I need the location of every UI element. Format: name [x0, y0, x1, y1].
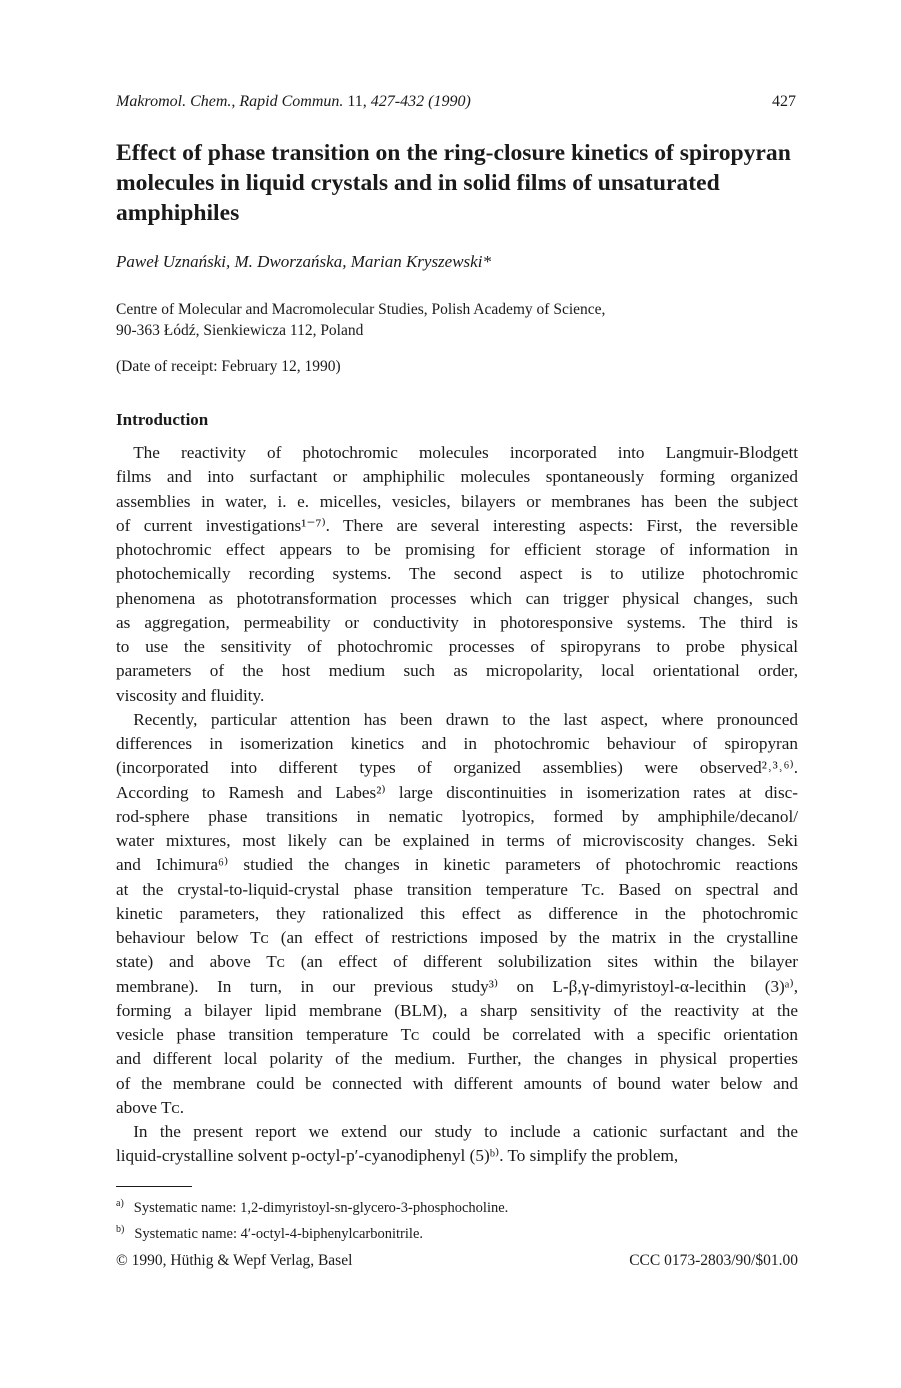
- affiliation-line: Centre of Molecular and Macromolecular Studies, Polish Academy of Science,: [116, 301, 606, 318]
- journal-citation: Makromol. Chem., Rapid Commun. 11, 427-432 (1990): [116, 93, 471, 110]
- affiliation-line: 90-363 Łódź, Sienkiewicza 112, Poland: [116, 322, 364, 339]
- body-line: as aggregation, permeability or conductivity in photoresponsive systems. The third is: [116, 612, 798, 632]
- footnote: [116, 1193, 508, 1219]
- body-line: assemblies in water, i. e. micelles, vesicles, bilayers or membranes has been the subject: [116, 491, 798, 511]
- paper-title: Effect of phase transition on the ring-closure kinetics of spiropyran molecules in liquid crystals and in solid films of unsaturated amphiphiles: [116, 140, 791, 226]
- body-line: photochemically recording systems. The second aspect is to utilize photochromic: [116, 564, 798, 584]
- copyright-notice: © 1990, Hüthig & Wepf Verlag, Basel: [116, 1252, 353, 1269]
- body-line: above Tᴄ.: [116, 1097, 185, 1117]
- body-line: water mixtures, most likely can be explained in terms of microviscosity changes. Seki: [116, 831, 798, 850]
- body-line: and different local polarity of the medium. Further, the changes in physical properties: [116, 1049, 798, 1069]
- body-line: differences in isomerization kinetics and in photochromic behaviour of spiropyran: [116, 734, 798, 753]
- body-line: liquid-crystalline solvent p-octyl-p′-cyanodiphenyl (5)ᵇ⁾. To simplify the problem,: [116, 1146, 679, 1166]
- affiliation: [116, 299, 605, 341]
- body-line: membrane). In turn, in our previous study³⁾ on L-β,γ-dimyristoyl-α-lecithin (3)ᵃ⁾,: [116, 976, 798, 996]
- body-line: phenomena as phototransformation processes which can trigger physical changes, such: [116, 588, 798, 608]
- footnotes: [116, 1193, 508, 1245]
- page-number: 427: [772, 93, 796, 110]
- body-line: rod-sphere phase transitions in nematic lyotropics, formed by amphiphile/decanol/: [116, 806, 798, 826]
- body-line: viscosity and fluidity.: [116, 685, 265, 705]
- section-heading: Introduction: [116, 410, 209, 429]
- body-line: of the membrane could be connected with different amounts of bound water below and: [116, 1073, 798, 1093]
- body-line: vesicle phase transition temperature Tᴄ could be correlated with a specific orientation: [116, 1025, 798, 1044]
- body-line: (incorporated into different types of organized assemblies) were observed²˒³˒⁶⁾.: [116, 758, 798, 778]
- body-line: and Ichimura⁶⁾ studied the changes in kinetic parameters of photochromic reactions: [116, 855, 798, 875]
- body-line: films and into surfactant or amphiphilic molecules spontaneously forming organized: [116, 467, 798, 487]
- footnote-rule: [116, 1186, 192, 1187]
- footnote-text: Systematic name: 1,2-dimyristoyl-sn-glycero-3-phosphocholine.: [133, 1199, 509, 1216]
- page-footer: [116, 1252, 798, 1274]
- body-line: According to Ramesh and Labes²⁾ large discontinuities in isomerization rates at disc-: [116, 782, 798, 802]
- body-line: forming a bilayer lipid membrane (BLM), a sharp sensitivity of the reactivity at the: [116, 1000, 798, 1020]
- body-line: Recently, particular attention has been drawn to the last aspect, where pronounced: [116, 709, 798, 729]
- body-line: kinetic parameters, they rationalized this effect as difference in the photochromic: [116, 903, 798, 923]
- footnote-text: Systematic name: 4′-octyl-4-biphenylcarbonitrile.: [134, 1225, 423, 1242]
- body-line: The reactivity of photochromic molecules incorporated into Langmuir-Blodgett: [116, 443, 798, 462]
- body-line: In the present report we extend our study to include a cationic surfactant and the: [116, 1122, 798, 1141]
- running-header: [116, 93, 796, 115]
- body-line: of current investigations¹⁻⁷⁾. There are several interesting aspects: First, the reversible: [116, 515, 798, 535]
- body-line: at the crystal-to-liquid-crystal phase transition temperature Tᴄ. Based on spectral and: [116, 879, 798, 899]
- body-line: behaviour below Tᴄ (an effect of restrictions imposed by the matrix in the crystalline: [116, 928, 798, 947]
- body-line: parameters of the host medium such as micropolarity, local orientational order,: [116, 661, 798, 681]
- body-line: to use the sensitivity of photochromic processes of spiropyrans to probe physical: [116, 637, 798, 656]
- body-line: state) and above Tᴄ (an effect of different solubilization sites within the bilayer: [116, 952, 798, 972]
- body-line: photochromic effect appears to be promising for efficient storage of information in: [116, 540, 798, 559]
- footnote-mark: a): [116, 1198, 124, 1209]
- receipt-date: (Date of receipt: February 12, 1990): [116, 358, 341, 375]
- footnote: [116, 1219, 508, 1245]
- ccc-code: CCC 0173-2803/90/$01.00: [629, 1252, 798, 1269]
- footnote-mark: b): [116, 1223, 125, 1235]
- body-text: [116, 441, 798, 1169]
- author-list: Paweł Uznański, M. Dworzańska, Marian Kryszewski*: [116, 252, 491, 271]
